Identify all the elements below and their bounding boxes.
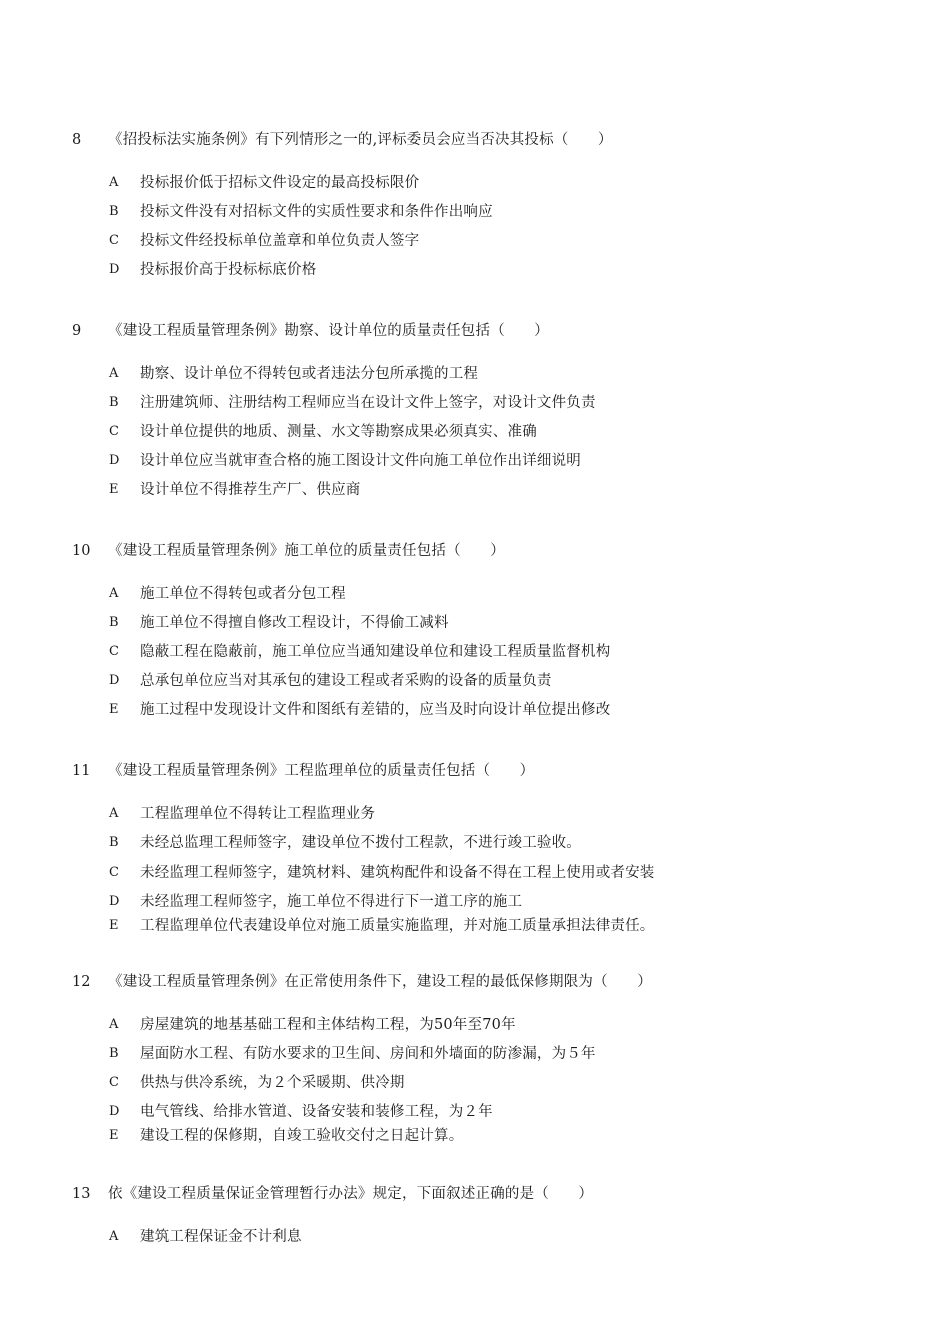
option-text: 注册建筑师、注册结构工程师应当在设计文件上签字，对设计文件负责 (140, 395, 596, 411)
question-number: 9 (72, 323, 82, 339)
option-text: 投标报价低于招标文件设定的最高投标限价 (140, 175, 420, 191)
question-header (0, 760, 950, 782)
option-text: 建筑工程保证金不计利息 (140, 1229, 302, 1245)
question-header (0, 129, 950, 151)
option-text: 未经监理工程师签字，建筑材料、建筑构配件和设备不得在工程上使用或者安装 (140, 865, 655, 881)
option-text: 供热与供冷系统，为２个采暖期、供冷期 (140, 1075, 405, 1091)
option-text: 勘察、设计单位不得转包或者违法分包所承揽的工程 (140, 366, 479, 382)
question-number: 13 (72, 1186, 91, 1202)
option-letter: C (109, 1075, 119, 1090)
option-letter: A (109, 586, 119, 601)
option-letter: B (109, 204, 119, 219)
option-letter: C (109, 644, 119, 659)
option-letter: B (109, 1046, 119, 1061)
option-letter: E (109, 918, 119, 933)
question-text: 《建设工程质量管理条例》工程监理单位的质量责任包括（ ） (108, 763, 535, 779)
option-letter: D (109, 1104, 120, 1119)
option-letter: C (109, 233, 119, 248)
option-text: 隐蔽工程在隐蔽前，施工单位应当通知建设单位和建设工程质量监督机构 (140, 644, 611, 660)
question-header (0, 320, 950, 342)
option-letter: E (109, 482, 119, 497)
question-11 (0, 760, 950, 934)
question-text: 《建设工程质量管理条例》勘察、设计单位的质量责任包括（ ） (108, 323, 549, 339)
option-letter: E (109, 702, 119, 717)
option-text: 房屋建筑的地基基础工程和主体结构工程，为50年至70年 (140, 1017, 516, 1033)
option-text: 建设工程的保修期，自竣工验收交付之日起计算。 (140, 1128, 464, 1144)
option-letter: A (109, 366, 119, 381)
option-letter: C (109, 865, 119, 880)
option-text: 屋面防水工程、有防水要求的卫生间、房间和外墙面的防渗漏，为５年 (140, 1046, 596, 1062)
question-text: 《建设工程质量管理条例》在正常使用条件下，建设工程的最低保修期限为（ ） (108, 974, 652, 990)
option-text: 施工单位不得转包或者分包工程 (140, 586, 346, 602)
option-text: 设计单位应当就审查合格的施工图设计文件向施工单位作出详细说明 (140, 453, 581, 469)
option-text: 未经监理工程师签字，施工单位不得进行下一道工序的施工 (140, 894, 523, 910)
option-letter: A (109, 806, 119, 821)
option-text: 未经总监理工程师签字，建设单位不拨付工程款，不进行竣工验收。 (140, 835, 581, 851)
question-header (0, 971, 950, 993)
question-number: 12 (72, 974, 91, 990)
option-letter: D (109, 453, 120, 468)
option-letter: D (109, 262, 120, 277)
question-text: 《招投标法实施条例》有下列情形之一的,评标委员会应当否决其投标（ ） (108, 132, 613, 148)
question-text: 依《建设工程质量保证金管理暂行办法》规定，下面叙述正确的是（ ） (108, 1186, 594, 1202)
option-text: 施工过程中发现设计文件和图纸有差错的，应当及时向设计单位提出修改 (140, 702, 611, 718)
option-text: 工程监理单位代表建设单位对施工质量实施监理，并对施工质量承担法律责任。 (140, 918, 655, 934)
question-header (0, 1183, 950, 1205)
question-10 (0, 540, 950, 718)
question-12 (0, 971, 950, 1144)
option-letter: E (109, 1128, 119, 1143)
option-text: 设计单位不得推荐生产厂、供应商 (140, 482, 361, 498)
option-letter: A (109, 1017, 119, 1032)
question-9 (0, 320, 950, 498)
option-letter: A (109, 1229, 119, 1244)
option-text: 工程监理单位不得转让工程监理业务 (140, 806, 376, 822)
question-text: 《建设工程质量管理条例》施工单位的质量责任包括（ ） (108, 543, 505, 559)
question-number: 11 (72, 763, 91, 779)
option-text: 总承包单位应当对其承包的建设工程或者采购的设备的质量负责 (140, 673, 552, 689)
option-letter: D (109, 673, 120, 688)
option-text: 投标文件经投标单位盖章和单位负责人签字 (140, 233, 420, 249)
option-text: 设计单位提供的地质、测量、水文等勘察成果必须真实、准确 (140, 424, 537, 440)
option-text: 施工单位不得擅自修改工程设计，不得偷工减料 (140, 615, 449, 631)
question-header (0, 540, 950, 562)
option-letter: B (109, 835, 119, 850)
option-letter: B (109, 395, 119, 410)
option-text: 投标文件没有对招标文件的实质性要求和条件作出响应 (140, 204, 493, 220)
option-letter: C (109, 424, 119, 439)
question-13 (0, 1183, 950, 1245)
option-text: 电气管线、给排水管道、设备安装和装修工程，为２年 (140, 1104, 493, 1120)
option-letter: B (109, 615, 119, 630)
question-number: 8 (72, 132, 82, 148)
option-text: 投标报价高于投标标底价格 (140, 262, 317, 278)
question-number: 10 (72, 543, 91, 559)
option-letter: D (109, 894, 120, 909)
option-letter: A (109, 175, 119, 190)
question-8 (0, 129, 950, 278)
